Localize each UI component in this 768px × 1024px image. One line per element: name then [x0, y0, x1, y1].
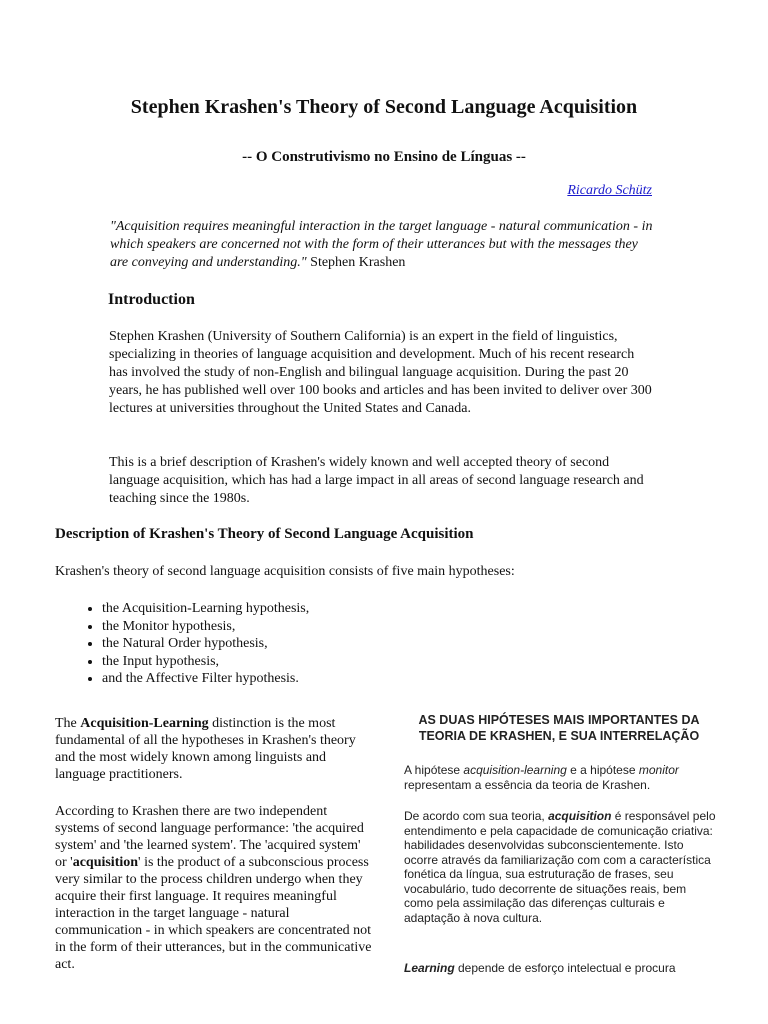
text-span: e a hipótese	[566, 763, 639, 777]
bold-term: Acquisition-Learning	[80, 716, 209, 731]
italic-term: monitor	[638, 763, 679, 777]
quote-attribution: Stephen Krashen	[306, 255, 406, 270]
two-systems-paragraph	[55, 803, 373, 973]
bold-italic-term: Learning	[404, 961, 455, 975]
bold-italic-term: acquisition	[548, 809, 612, 823]
sidebar-paragraph-1	[404, 763, 716, 792]
hypotheses-intro: Krashen's theory of second language acquisition consists of five main hypotheses:	[55, 564, 515, 579]
text-span: depende de esforço intelectual e procura	[454, 961, 676, 975]
sidebar-title: AS DUAS HIPÓTESES MAIS IMPORTANTES DA TEORIA DE KRASHEN, E SUA INTERRELAÇÃO	[418, 713, 700, 743]
bold-term: acquisition	[72, 855, 139, 870]
page-title: Stephen Krashen's Theory of Second Language Acquisition	[130, 96, 638, 118]
text-span: representam a essência da teoria de Krashen.	[404, 777, 651, 792]
list-item: • the Monitor hypothesis,	[102, 618, 309, 636]
intro-paragraph-1: Stephen Krashen (University of Southern California) is an expert in the field of linguistics, specializing in theories of language acquisition and development. Much of his recent research has involved the study of non-English and bilingual language acquisition. During the past 20 years, he has published well over 100 books and articles and has been invited to deliver over 300 lectures at universities throughout the United States and Canada.	[109, 329, 652, 416]
text-span: According to Krashen there are two independent systems of second language performance: 'the acquired system' and 'the learned system'. The 'acquired system' or '	[55, 804, 364, 870]
intro-paragraph-2: This is a brief description of Krashen's widely known and well accepted theory of second language acquisition, which has had a large impact in all areas of second language research and teaching since the 1980s.	[109, 455, 644, 506]
italic-term: acquisition-learning	[463, 763, 567, 777]
text-span: distinction is the most fundamental of all the hypotheses in Krashen's theory and the most widely known among linguists and language practitioners.	[55, 716, 356, 782]
sidebar-paragraph-2	[404, 809, 716, 925]
text-span: De acordo com sua teoria,	[404, 809, 549, 823]
description-heading: Description of Krashen's Theory of Second Language Acquisition	[55, 526, 474, 542]
quote-text: "Acquisition requires meaningful interaction in the target language - natural communication - in which speakers are concerned not with the form of their utterances but with the messages they are conveying and understanding."	[110, 219, 653, 270]
introduction-heading: Introduction	[108, 291, 195, 308]
list-item: • the Natural Order hypothesis,	[102, 635, 309, 653]
text-span: é responsável pelo entendimento e pela capacidade de comunicação criativa: habilidades desenvolvidas subconscientemente. Isto ocorre através da familiarização com com a característica fonética da língua, sua estruturação de frases, seu vocabulário, tudo decorrente de situações reais, bem como pela assimilação das diferenças culturais e adaptação à nova cultura.	[404, 809, 716, 925]
text-span: A hipótese	[404, 763, 464, 777]
epigraph-quote	[110, 218, 655, 272]
sidebar-paragraph-3	[404, 961, 716, 976]
text-span: The	[55, 716, 81, 731]
author-link[interactable]: Ricardo Schütz	[567, 183, 652, 198]
hypotheses-list	[55, 600, 309, 688]
list-item: • and the Affective Filter hypothesis.	[102, 670, 309, 688]
list-item: • the Input hypothesis,	[102, 653, 309, 671]
page-subtitle: -- O Construtivismo no Ensino de Línguas --	[242, 149, 526, 165]
list-item: • the Acquisition-Learning hypothesis,	[102, 600, 309, 618]
text-span: ' is the product of a subconscious process very similar to the process children undergo when they acquire their first language. It requires meaningful interaction in the target language - natural communication - in which speakers are concentrated not in the form of their utterances, but in the communicative act.	[55, 855, 372, 972]
acquisition-learning-paragraph	[55, 715, 373, 783]
